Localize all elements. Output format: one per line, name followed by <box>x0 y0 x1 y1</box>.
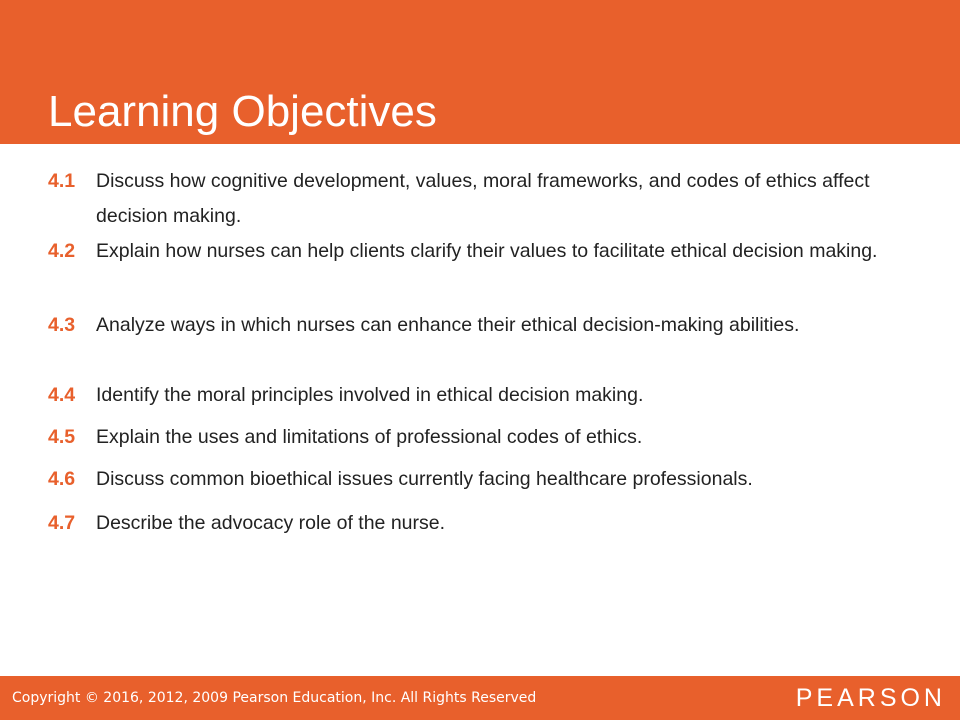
objective-number: 4.3 <box>48 314 76 336</box>
objective-text: Identify the moral principles involved in ethical decision making. <box>96 384 644 406</box>
objective-item <box>48 506 928 541</box>
objective-item <box>48 378 928 413</box>
objective-item <box>48 164 928 234</box>
objective-text: Describe the advocacy role of the nurse. <box>96 512 446 534</box>
objective-item <box>48 420 928 455</box>
footer-band <box>0 676 960 720</box>
objective-number: 4.5 <box>48 426 76 448</box>
objective-text: Discuss how cognitive development, values, moral frameworks, and codes of ethics affect decision making. <box>96 170 870 227</box>
pearson-logo: PEARSON <box>795 684 946 712</box>
objective-number: 4.2 <box>48 240 76 262</box>
objectives-list <box>48 0 928 560</box>
objective-item <box>48 308 928 343</box>
copyright-notice: Copyright © 2016, 2012, 2009 Pearson Education, Inc. All Rights Reserved <box>12 690 537 706</box>
objective-text: Explain the uses and limitations of professional codes of ethics. <box>96 426 643 448</box>
objective-item <box>48 462 928 497</box>
objective-number: 4.1 <box>48 170 76 192</box>
objective-number: 4.6 <box>48 468 76 490</box>
objective-text: Discuss common bioethical issues currently facing healthcare professionals. <box>96 468 753 490</box>
objective-number: 4.4 <box>48 384 76 406</box>
objective-item <box>48 234 928 269</box>
slide-title: Learning Objectives <box>48 87 437 136</box>
objective-text: Analyze ways in which nurses can enhance their ethical decision-making abilities. <box>96 314 800 336</box>
objective-number: 4.7 <box>48 512 76 534</box>
objective-text: Explain how nurses can help clients clarify their values to facilitate ethical decision making. <box>96 240 878 262</box>
